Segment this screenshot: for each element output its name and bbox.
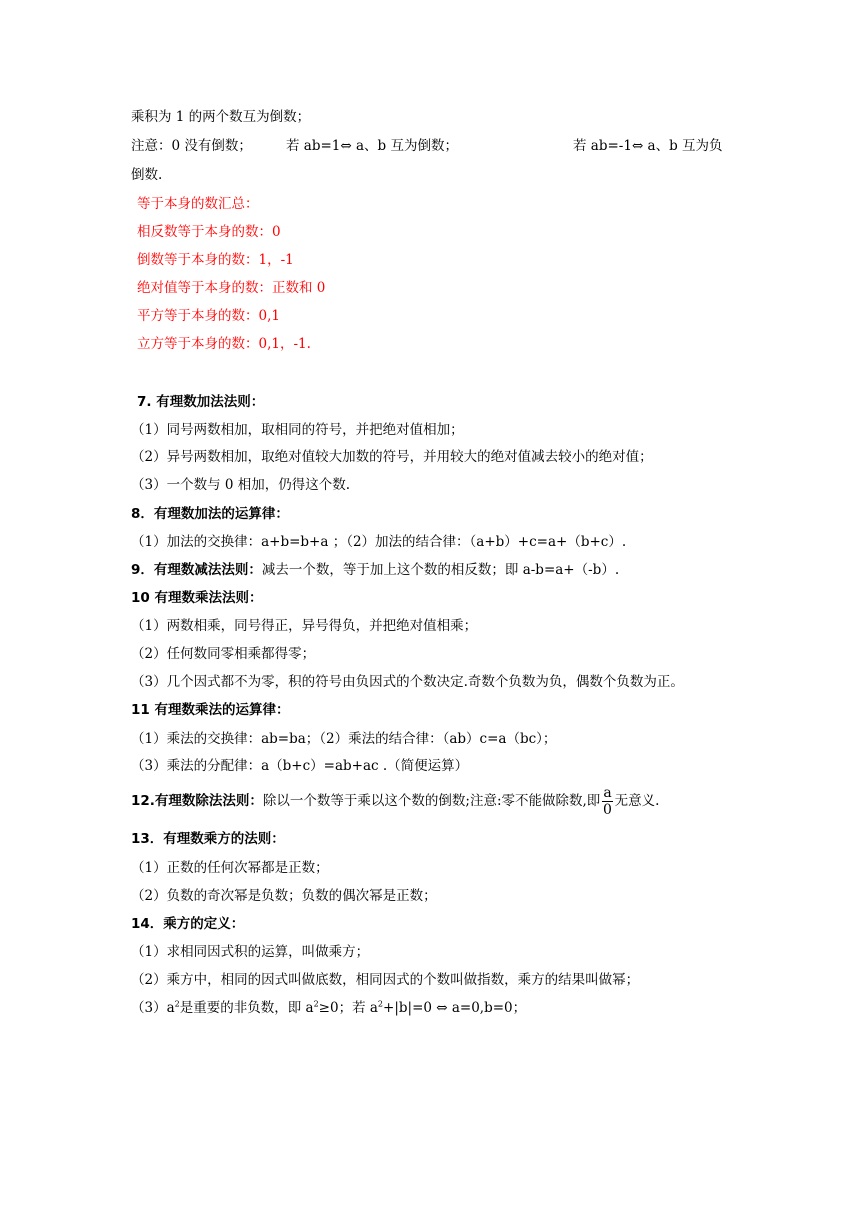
section-9-line xyxy=(131,560,619,580)
item3-part: （3）a xyxy=(131,1000,175,1016)
section-12-text: 除以一个数等于乘以这个数的倒数;注意:零不能做除数,即 xyxy=(262,793,601,809)
reciprocal-definition: 乘积为 1 的两个数互为倒数； xyxy=(131,109,311,125)
section-13-item: （2）负数的奇次幂是负数；负数的偶次幂是正数； xyxy=(131,888,437,904)
section-7-item: （3）一个数与 0 相加，仍得这个数. xyxy=(131,477,351,493)
section-8-item: （1）加法的交换律：a+b=b+a ；（2）加法的结合律：（a+b）+c=a+（b+c）. xyxy=(131,534,627,550)
note-zero: 注意：0 没有倒数； xyxy=(131,138,252,154)
note-continuation: 倒数. xyxy=(131,167,163,183)
section-10-heading: 10 有理数乘法法则： xyxy=(131,590,263,606)
section-9-text: 减去一个数，等于加上这个数的相反数；即 a-b=a+（-b）. xyxy=(261,562,620,578)
section-14-item: （1）求相同因式积的运算，叫做乘方； xyxy=(131,944,370,960)
self-equal-item: 平方等于本身的数：0,1 xyxy=(137,308,280,324)
section-11-item: （3）乘法的分配律：a（b+c）=ab+ac .（简便运算） xyxy=(131,758,469,774)
self-equal-title: 等于本身的数汇总： xyxy=(137,196,259,212)
exponent: 2 xyxy=(174,999,180,1009)
section-14-item xyxy=(131,998,526,1018)
section-10-item: （2）任何数同零相乘都得零； xyxy=(131,646,316,662)
section-11-item: （1）乘法的交换律：ab=ba；（2）乘法的结合律：（ab）c=a（bc）； xyxy=(131,731,557,747)
item3-part: ≥0；若 a xyxy=(318,1000,378,1016)
section-8-heading: 8．有理数加法的运算律： xyxy=(131,506,289,522)
section-7-item: （2）异号两数相加，取绝对值较大加数的符号，并用较大的绝对值减去较小的绝对值； xyxy=(131,449,653,465)
note-negative-reciprocal: 若 ab=-1⇔ a、b 互为负 xyxy=(573,138,723,154)
item3-part: +|b|=0 ⇔ a=0,b=0； xyxy=(383,1000,527,1016)
section-7-item: （1）同号两数相加，取相同的符号，并把绝对值相加； xyxy=(131,422,464,438)
section-13-item: （1）正数的任何次幂都是正数； xyxy=(131,860,329,876)
section-12-heading: 12.有理数除法法则： xyxy=(131,793,263,809)
section-12-tail: 无意义. xyxy=(614,793,660,809)
section-9-heading: 9．有理数减法法则： xyxy=(131,562,262,578)
fraction-numerator: a xyxy=(603,785,612,801)
section-10-item: （3）几个因式都不为零，积的符号由负因式的个数决定.奇数个负数为负，偶数个负数为正。 xyxy=(131,674,684,690)
section-11-heading: 11 有理数乘法的运算律： xyxy=(131,702,290,718)
section-10-item: （1）两数相乘，同号得正，异号得负，并把绝对值相乘； xyxy=(131,618,478,634)
section-13-heading: 13．有理数乘方的法则： xyxy=(131,831,285,847)
a-over-zero-fraction xyxy=(602,785,612,818)
self-equal-item: 倒数等于本身的数：1，-1 xyxy=(137,252,294,268)
section-14-item: （2）乘方中，相同的因式叫做底数，相同因式的个数叫做指数，乘方的结果叫做幂； xyxy=(131,972,640,988)
section-14-heading: 14．乘方的定义： xyxy=(131,916,245,932)
fraction-denominator: 0 xyxy=(603,802,612,818)
self-equal-item: 相反数等于本身的数：0 xyxy=(137,224,281,240)
self-equal-item: 立方等于本身的数：0,1，-1. xyxy=(137,336,311,352)
item3-part: 是重要的非负数，即 a xyxy=(179,1000,314,1016)
exponent: 2 xyxy=(377,999,384,1009)
section-12-line xyxy=(131,782,659,820)
note-reciprocal: 若 ab=1⇔ a、b 互为倒数； xyxy=(286,138,458,154)
exponent: 2 xyxy=(313,999,319,1009)
self-equal-item: 绝对值等于本身的数：正数和 0 xyxy=(137,280,326,296)
section-7-heading: 7. 有理数加法法则： xyxy=(137,394,265,410)
